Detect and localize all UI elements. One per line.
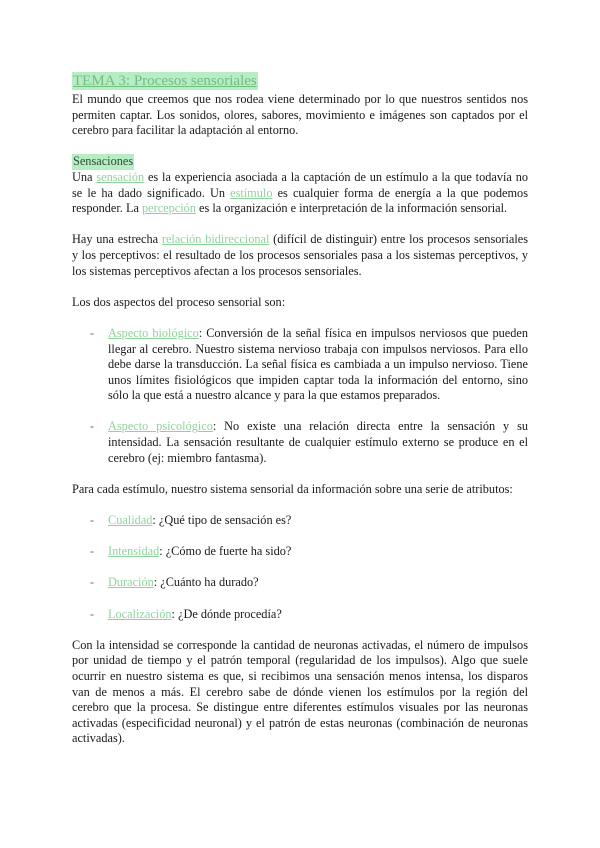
document-page <box>72 72 528 747</box>
term-sensacion: sensación <box>96 169 145 184</box>
dash-bullet: - <box>90 606 95 621</box>
intensity-paragraph: Con la intensidad se corresponde la cantidad de neuronas activadas, el número de impulsos por unidad de tiempo y el patrón temporal (regularidad de los impulsos). Algo que suele ocurrir en nuestro sistema es que, si recibimos una sensación menos intensa, los disparos van de menos a más. El cerebro sabe de dónde vienen los estímulos por la región del cerebro que la procesa. Se distingue entre diferentes estímulos visuales por las neuronas activadas (especificidad neuronal) y el patrón de estas neuronas (combinación de neuronas activadas). <box>72 637 528 746</box>
text-run: es la organización e interpretación de la información sensorial. <box>195 201 508 216</box>
term-aspecto-psicologico: Aspecto psicológico <box>108 419 213 434</box>
list-item <box>72 575 528 591</box>
text-run: es cualquier forma de energía a la que podemos responder. La <box>72 185 528 216</box>
definitions-paragraph <box>72 170 528 217</box>
spacer <box>72 279 528 295</box>
dash-bullet: - <box>90 325 95 340</box>
attributes-list <box>72 513 528 622</box>
spacer <box>72 622 528 638</box>
dash-bullet: - <box>90 544 95 559</box>
text-run: (difícil de distinguir) entre los procesos sensoriales y los perceptivos: el resultado de los procesos sensoriales pasa a los sistemas perceptivos, y los sistemas perceptivos afectan a los procesos sensoriales. <box>72 232 529 278</box>
spacer <box>72 139 528 155</box>
term-estimulo: estímulo <box>230 185 273 200</box>
list-item-text: : ¿Qué tipo de sensación es? <box>152 513 292 528</box>
list-item-text: : ¿De dónde procedía? <box>171 606 282 621</box>
aspects-list <box>72 326 528 466</box>
list-item <box>72 544 528 560</box>
attributes-intro: Para cada estímulo, nuestro sistema sensorial da información sobre una serie de atributos: <box>72 481 513 496</box>
list-item-text: : No existe una relación directa entre la sensación y su intensidad. La sensación resultante de cualquier estímulo externo se produce en el cerebro (ej: miembro fantasma). <box>108 419 528 465</box>
dash-bullet: - <box>90 575 95 590</box>
relation-paragraph <box>72 232 528 279</box>
text-run: es la experiencia asociada a la captación de un estímulo a la que todavía no se le ha dado significado. Un <box>72 169 528 200</box>
term-aspecto-biologico: Aspecto biológico <box>108 325 199 340</box>
spacer <box>72 560 528 576</box>
text-run: Una <box>72 169 97 184</box>
page-title: TEMA 3: Procesos sensoriales <box>73 73 257 89</box>
list-item-text: : Conversión de la señal física en impulsos nerviosos que pueden llegar al cerebro. Nuestro sistema nervioso trabaja con impulsos nerviosos. Para ello debe darse la transducción. La señal física es cambiada a un impulso nervioso. Tiene unos límites fisiológicos que impiden captar toda la información del entorno, sino sólo la que está a nuestro alcance y para la que estamos preparados. <box>108 325 528 403</box>
term-intensidad: Intensidad <box>108 544 160 559</box>
text-run: Hay una estrecha <box>72 232 162 247</box>
term-duracion: Duración <box>108 575 154 590</box>
section-heading: Sensaciones <box>73 154 134 169</box>
term-relacion-bidireccional: relación bidireccional <box>161 232 270 247</box>
spacer <box>72 404 528 420</box>
list-item <box>72 513 528 529</box>
spacer <box>72 310 528 326</box>
list-item <box>72 326 528 404</box>
list-item <box>72 419 528 466</box>
aspects-intro: Los dos aspectos del proceso sensorial son: <box>72 294 286 309</box>
list-item <box>72 607 528 623</box>
spacer <box>72 217 528 233</box>
dash-bullet: - <box>90 513 95 528</box>
spacer <box>72 497 528 513</box>
spacer <box>72 591 528 607</box>
term-localizacion: Localización <box>108 606 172 621</box>
list-item-text: : ¿Cómo de fuerte ha sido? <box>159 544 292 559</box>
intro-paragraph: El mundo que creemos que nos rodea viene determinado por lo que nuestros sentidos nos permiten captar. Los sonidos, olores, sabores, movimiento e imágenes son captados por el cerebro para facilitar la adaptación al entorno. <box>72 92 528 138</box>
term-cualidad: Cualidad <box>108 513 153 528</box>
spacer <box>72 529 528 545</box>
list-item-text: : ¿Cuánto ha durado? <box>153 575 259 590</box>
spacer <box>72 466 528 482</box>
dash-bullet: - <box>90 419 95 434</box>
term-percepcion: percepción <box>142 201 196 216</box>
